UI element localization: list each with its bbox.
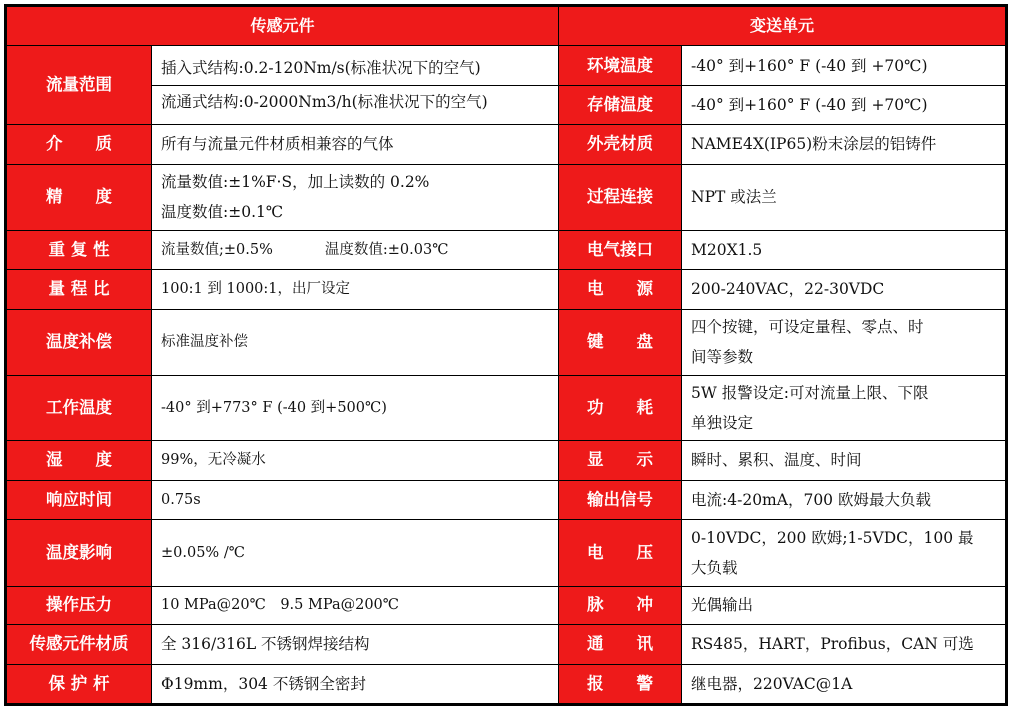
label-process-connection: 过程连接 bbox=[559, 164, 682, 231]
value-ambient-temp: -40° 到+160° F (-40 到 +70℃) bbox=[682, 46, 1007, 85]
table-row bbox=[6, 520, 1007, 587]
label-humidity: 湿 度 bbox=[6, 441, 152, 480]
table-row bbox=[6, 586, 1007, 624]
voltage-line-2: 大负载 bbox=[691, 558, 738, 577]
value-medium: 所有与流量元件材质相兼容的气体 bbox=[152, 125, 559, 164]
sensor-header: 传感元件 bbox=[6, 6, 559, 46]
transmitter-header: 变送单元 bbox=[559, 6, 1007, 46]
label-pulse: 脉 冲 bbox=[559, 586, 682, 624]
keypad-line-2: 间等参数 bbox=[691, 348, 754, 367]
label-power-consumption: 功 耗 bbox=[559, 375, 682, 441]
value-output-signal: 电流:4-20mA，700 欧姆最大负载 bbox=[682, 480, 1007, 519]
label-display: 显 示 bbox=[559, 441, 682, 480]
value-sensor-material: 全 316/316L 不锈钢焊接结构 bbox=[152, 625, 559, 664]
label-output-signal: 输出信号 bbox=[559, 480, 682, 519]
table-row bbox=[6, 480, 1007, 519]
label-power-supply: 电 源 bbox=[559, 269, 682, 309]
table-row bbox=[6, 309, 1007, 375]
table-row bbox=[6, 269, 1007, 309]
label-turndown: 量 程 比 bbox=[6, 269, 152, 309]
value-power-consumption bbox=[682, 375, 1007, 441]
label-protection-rod: 保 护 杆 bbox=[6, 664, 152, 705]
table-row bbox=[6, 664, 1007, 705]
table-row bbox=[6, 164, 1007, 231]
label-voltage: 电 压 bbox=[559, 520, 682, 587]
repeatability-temp: 温度数值:±0.03℃ bbox=[324, 241, 449, 258]
table-row bbox=[6, 625, 1007, 664]
power-consumption-line-2: 单独设定 bbox=[691, 413, 754, 432]
label-medium: 介 质 bbox=[6, 125, 152, 164]
value-operating-pressure: 10 MPa@20℃ 9.5 MPa@200℃ bbox=[152, 586, 559, 624]
value-flow-range bbox=[152, 46, 559, 125]
label-accuracy: 精 度 bbox=[6, 164, 152, 231]
value-humidity: 99%，无冷凝水 bbox=[152, 441, 559, 480]
value-alarm: 继电器，220VAC@1A bbox=[682, 664, 1007, 705]
label-temp-effect: 温度影响 bbox=[6, 520, 152, 587]
label-flow-range: 流量范围 bbox=[6, 46, 152, 125]
table-row bbox=[6, 375, 1007, 441]
value-communication: RS485，HART，Profibus，CAN 可选 bbox=[682, 625, 1007, 664]
value-electrical-interface: M20X1.5 bbox=[682, 231, 1007, 269]
table-row bbox=[6, 125, 1007, 164]
label-electrical-interface: 电气接口 bbox=[559, 231, 682, 269]
value-voltage bbox=[682, 520, 1007, 587]
keypad-line-1: 四个按键，可设定量程、零点、时 bbox=[691, 318, 924, 337]
value-repeatability bbox=[152, 231, 559, 269]
table-header-row bbox=[6, 6, 1007, 46]
value-pulse: 光偶输出 bbox=[682, 586, 1007, 624]
value-temp-compensation: 标准温度补偿 bbox=[152, 309, 559, 375]
table-row bbox=[6, 231, 1007, 269]
value-housing-material: NAME4X(IP65)粉末涂层的铝铸件 bbox=[682, 125, 1007, 164]
accuracy-temp: 温度数值:±0.1℃ bbox=[161, 203, 284, 222]
value-keypad bbox=[682, 309, 1007, 375]
label-response-time: 响应时间 bbox=[6, 480, 152, 519]
value-temp-effect: ±0.05% /℃ bbox=[152, 520, 559, 587]
label-sensor-material: 传感元件材质 bbox=[6, 625, 152, 664]
spec-table bbox=[4, 4, 1008, 706]
value-display: 瞬时、累积、温度、时间 bbox=[682, 441, 1007, 480]
flow-range-inline: 流通式结构:0-2000Nm3/h(标准状况下的空气) bbox=[152, 85, 558, 119]
power-consumption-line-1: 5W 报警设定:可对流量上限、下限 bbox=[691, 383, 929, 402]
label-repeatability: 重 复 性 bbox=[6, 231, 152, 269]
label-operating-temp: 工作温度 bbox=[6, 375, 152, 441]
accuracy-flow: 流量数值:±1%F·S，加上读数的 0.2% bbox=[161, 173, 430, 192]
repeatability-flow: 流量数值;±0.5% bbox=[161, 241, 273, 258]
label-operating-pressure: 操作压力 bbox=[6, 586, 152, 624]
value-process-connection: NPT 或法兰 bbox=[682, 164, 1007, 231]
table-row bbox=[6, 46, 1007, 85]
value-protection-rod: Φ19mm，304 不锈钢全密封 bbox=[152, 664, 559, 705]
label-temp-compensation: 温度补偿 bbox=[6, 309, 152, 375]
value-storage-temp: -40° 到+160° F (-40 到 +70℃) bbox=[682, 85, 1007, 124]
label-ambient-temp: 环境温度 bbox=[559, 46, 682, 85]
label-storage-temp: 存储温度 bbox=[559, 85, 682, 124]
value-power-supply: 200-240VAC，22-30VDC bbox=[682, 269, 1007, 309]
table-row bbox=[6, 441, 1007, 480]
value-turndown: 100:1 到 1000:1，出厂设定 bbox=[152, 269, 559, 309]
voltage-line-1: 0-10VDC，200 欧姆;1-5VDC，100 最 bbox=[691, 528, 974, 547]
value-operating-temp: -40° 到+773° F (-40 到+500℃) bbox=[152, 375, 559, 441]
value-accuracy bbox=[152, 164, 559, 231]
label-keypad: 键 盘 bbox=[559, 309, 682, 375]
label-housing-material: 外壳材质 bbox=[559, 125, 682, 164]
value-response-time: 0.75s bbox=[152, 480, 559, 519]
label-communication: 通 讯 bbox=[559, 625, 682, 664]
label-alarm: 报 警 bbox=[559, 664, 682, 705]
flow-range-insertion: 插入式结构:0.2-120Nm/s(标准状况下的空气) bbox=[161, 58, 481, 77]
